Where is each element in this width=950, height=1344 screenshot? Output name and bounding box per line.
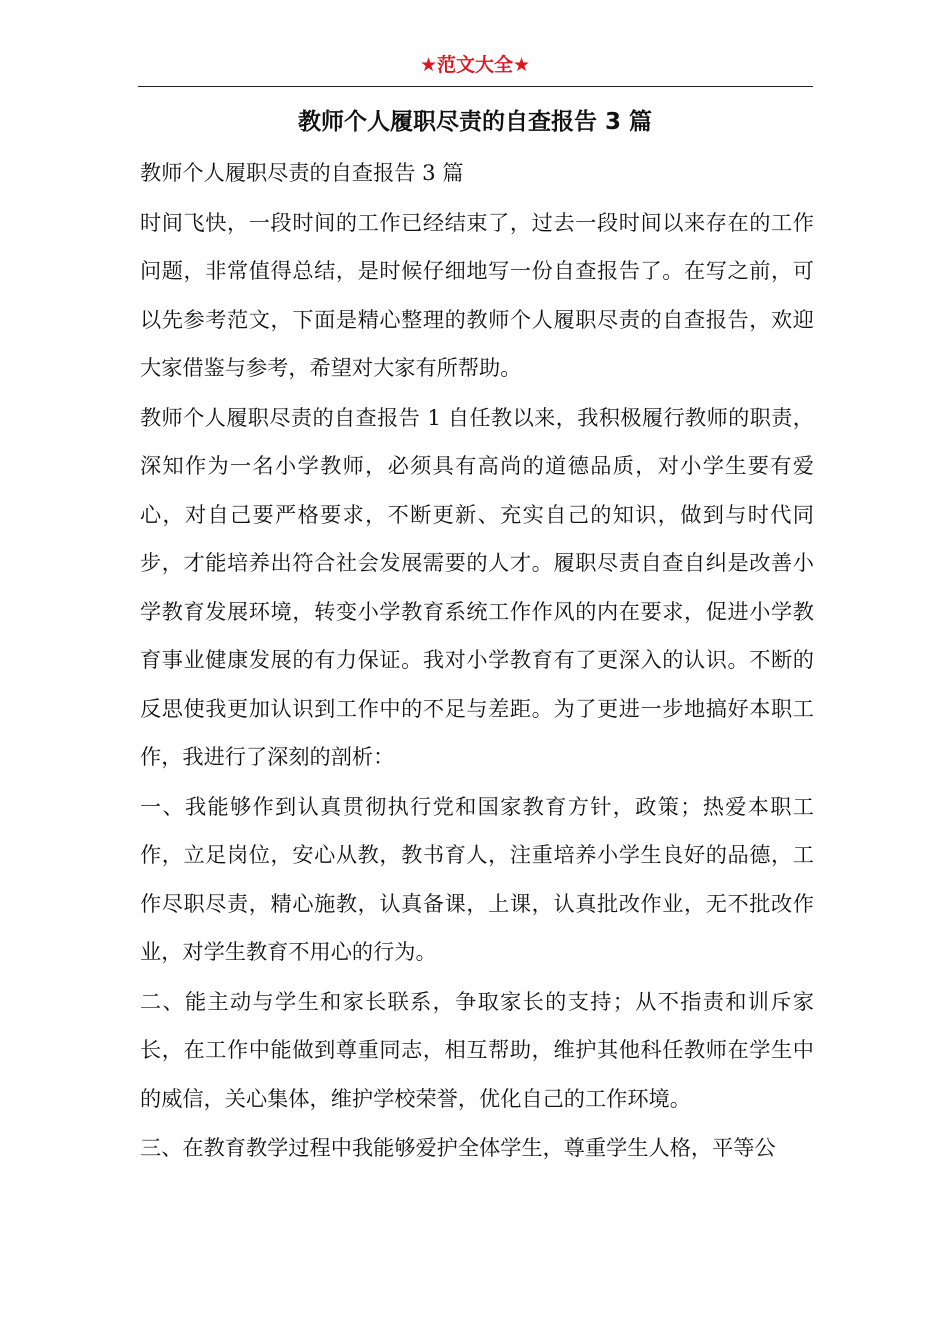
header-divider [138, 86, 813, 87]
document-title: 教师个人履职尽责的自查报告 3 篇 [297, 109, 653, 135]
paragraph-point-2: 二、能主动与学生和家长联系，争取家长的支持；从不指责和训斥家长，在工作中能做到尊重同志，相互帮助，维护其他科任教师在学生中的威信，关心集体，维护学校荣誉，优化自己的工作环境。 [140, 988, 814, 1111]
paragraph-report-1: 教师个人履职尽责的自查报告 1 自任教以来，我积极履行教师的职责，深知作为一名小学教师，必须具有高尚的道德品质，对小学生要有爱心，对自己要严格要求，不断更新、充实自己的知识，做到与时代同步，才能培养出符合社会发展需要的人才。履职尽责自查自纠是改善小学教育发展环境，转变小学教育系统工作作风的内在要求，促进小学教育事业健康发展的有力保证。我对小学教育有了更深入的认识。不断的反思使我更加认识到工作中的不足与差距。为了更进一步地搞好本职工作，我进行了深刻的剖析： [140, 404, 814, 769]
paragraph-point-3: 三、在教育教学过程中我能够爱护全体学生，尊重学生人格，平等公 [140, 1135, 776, 1160]
paragraph-intro: 时间飞快，一段时间的工作已经结束了，过去一段时间以来存在的工作问题，非常值得总结，是时候仔细地写一份自查报告了。在写之前，可以先参考范文，下面是精心整理的教师个人履职尽责的自查报告，欢迎大家借鉴与参考，希望对大家有所帮助。 [140, 209, 814, 380]
header-brand: ★范文大全★ [419, 54, 531, 76]
document-body [140, 149, 814, 1174]
paragraph-point-1: 一、我能够作到认真贯彻执行党和国家教育方针，政策；热爱本职工作，立足岗位，安心从教，教书育人，注重培养小学生良好的品德，工作尽职尽责，精心施教，认真备课，上课，认真批改作业，无不批改作业，对学生教育不用心的行为。 [140, 793, 814, 964]
paragraph-subtitle: 教师个人履职尽责的自查报告 3 篇 [140, 160, 464, 185]
